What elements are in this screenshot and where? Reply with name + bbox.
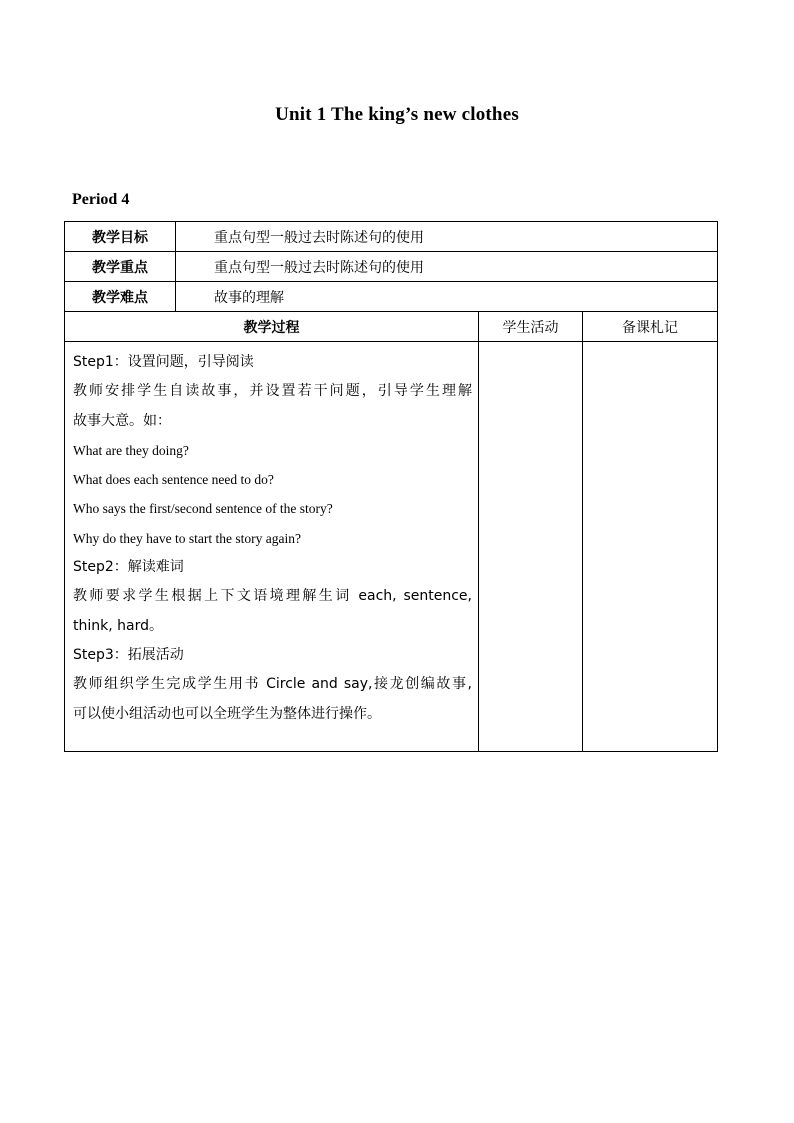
page-title: Unit 1 The king’s new clothes [275, 104, 519, 125]
period-heading: Period 4 [72, 191, 130, 208]
student-activity-cell [479, 342, 583, 752]
lesson-plan-table [64, 221, 718, 752]
process-line: 教师要求学生根据上下文语境理解生词 each, sentence, [73, 588, 472, 605]
key-point-value: 重点句型一般过去时陈述句的使用 [176, 252, 718, 282]
process-line: think, hard。 [73, 617, 163, 634]
process-content [65, 342, 479, 752]
process-line: 可以使小组活动也可以全班学生为整体进行操作。 [73, 705, 381, 722]
process-column-header: 教学过程 [65, 312, 479, 342]
notes-cell [583, 342, 718, 752]
key-point-label: 教学重点 [65, 252, 176, 282]
info-row-objective [65, 222, 718, 252]
process-line: 教师安排学生自读故事，并设置若干问题，引导学生理解 [73, 383, 472, 400]
content-row [65, 342, 718, 752]
objective-value: 重点句型一般过去时陈述句的使用 [176, 222, 718, 252]
difficulty-value: 故事的理解 [176, 282, 718, 312]
info-row-difficulty [65, 282, 718, 312]
info-row-key-point [65, 252, 718, 282]
difficulty-label: 教学难点 [65, 282, 176, 312]
process-line: 教师组织学生完成学生用书 Circle and say,接龙创编故事, [73, 676, 472, 693]
process-line: What does each sentence need to do? [73, 472, 274, 488]
process-line: What are they doing? [73, 442, 189, 458]
process-line: Why do they have to start the story again? [73, 530, 301, 546]
process-line: 故事大意。如： [73, 412, 171, 429]
process-line: Who says the first/second sentence of the story? [73, 501, 333, 517]
objective-label: 教学目标 [65, 222, 176, 252]
student-activity-column-header: 学生活动 [479, 312, 583, 342]
notes-column-header: 备课札记 [583, 312, 718, 342]
process-line: Step1：设置问题，引导阅读 [73, 354, 254, 370]
process-line: Step3：拓展活动 [73, 646, 184, 663]
process-line: Step2：解读难词 [73, 559, 184, 576]
column-header-row [65, 312, 718, 342]
